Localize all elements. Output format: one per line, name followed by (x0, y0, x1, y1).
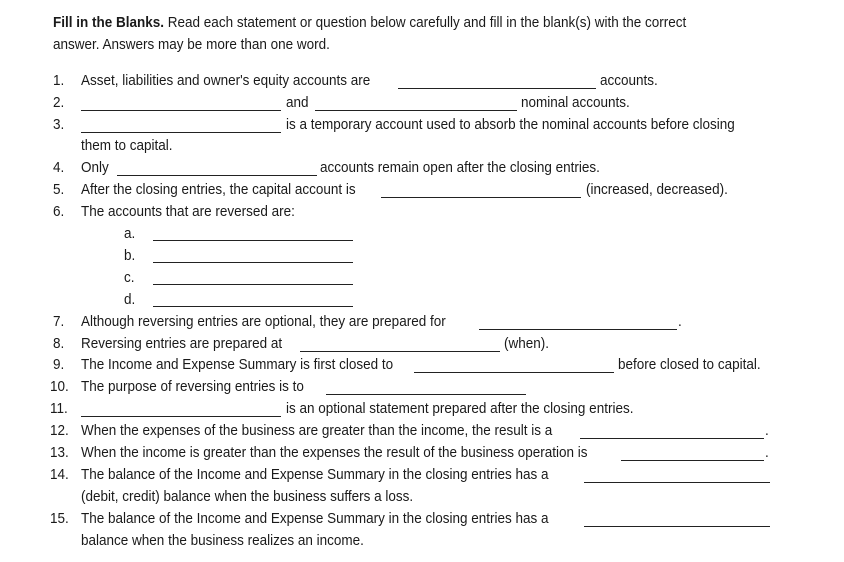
question-11-text: is an optional statement prepared after the closing entries. (286, 400, 634, 417)
sub-item-label: a. (124, 225, 136, 242)
item-number: 10. (50, 378, 69, 395)
answer-blank-4[interactable] (117, 175, 317, 176)
answer-blank-6a[interactable] (153, 240, 353, 241)
answer-blank-15[interactable] (584, 526, 770, 527)
item-number: 3. (53, 116, 65, 133)
question-2-suffix: nominal accounts. (521, 94, 630, 111)
question-9-suffix: before closed to capital. (618, 356, 761, 373)
question-13-text: When the income is greater than the expenses the result of the business operation is (81, 444, 588, 461)
sub-item-label: d. (124, 291, 136, 308)
item-number: 8. (53, 335, 65, 352)
question-14-text: The balance of the Income and Expense Summary in the closing entries has a (81, 466, 549, 483)
question-9-text: The Income and Expense Summary is first closed to (81, 356, 394, 373)
item-number: 5. (53, 181, 65, 198)
sub-item-label: c. (124, 269, 135, 286)
question-4-text: Only (81, 159, 109, 176)
answer-blank-5[interactable] (381, 197, 581, 198)
answer-blank-3[interactable] (81, 132, 281, 133)
item-number: 2. (53, 94, 65, 111)
item-number: 7. (53, 313, 65, 330)
question-10-text: The purpose of reversing entries is to (81, 378, 304, 395)
sub-item-label: b. (124, 247, 136, 264)
answer-blank-11[interactable] (81, 416, 281, 417)
question-3-text: is a temporary account used to absorb the nominal accounts before closing (286, 116, 735, 133)
question-6-text: The accounts that are reversed are: (81, 203, 295, 220)
instructions-text: Read each statement or question below carefully and fill in the blank(s) with the correct (167, 14, 687, 31)
instructions-line-2: answer. Answers may be more than one word. (53, 36, 330, 53)
question-2-text: and (286, 94, 309, 111)
item-number: 4. (53, 159, 65, 176)
question-5-suffix: (increased, decreased). (586, 181, 728, 198)
item-number: 11. (50, 400, 68, 417)
item-number: 14. (50, 466, 69, 483)
instructions-line-1 (53, 14, 686, 32)
item-number: 6. (53, 203, 65, 220)
question-12-text: When the expenses of the business are greater than the income, the result is a (81, 422, 553, 439)
section-title: Fill in the Blanks. (53, 14, 165, 31)
answer-blank-6d[interactable] (153, 306, 353, 307)
answer-blank-6b[interactable] (153, 262, 353, 263)
question-7-suffix: . (678, 313, 682, 330)
answer-blank-12[interactable] (580, 438, 764, 439)
question-7-text: Although reversing entries are optional, they are prepared for (81, 313, 446, 330)
question-4-suffix: accounts remain open after the closing entries. (320, 159, 600, 176)
item-number: 13. (50, 444, 69, 461)
answer-blank-9[interactable] (414, 372, 614, 373)
question-15-text: The balance of the Income and Expense Summary in the closing entries has a (81, 510, 549, 527)
question-1-suffix: accounts. (600, 72, 658, 89)
answer-blank-10[interactable] (326, 394, 526, 395)
answer-blank-14[interactable] (584, 482, 770, 483)
question-14-continued: (debit, credit) balance when the business suffers a loss. (81, 488, 414, 505)
answer-blank-2b[interactable] (315, 110, 517, 111)
question-13-suffix: . (765, 444, 769, 461)
item-number: 1. (53, 72, 65, 89)
question-8-suffix: (when). (504, 335, 550, 352)
question-15-continued: balance when the business realizes an income. (81, 532, 364, 549)
answer-blank-1[interactable] (398, 88, 596, 89)
answer-blank-6c[interactable] (153, 284, 353, 285)
question-3-continued: them to capital. (81, 137, 173, 154)
question-5-text: After the closing entries, the capital account is (81, 181, 356, 198)
question-1-text: Asset, liabilities and owner's equity accounts are (81, 72, 371, 89)
item-number: 9. (53, 356, 65, 373)
question-12-suffix: . (765, 422, 769, 439)
answer-blank-8[interactable] (300, 351, 500, 352)
answer-blank-2a[interactable] (81, 110, 281, 111)
item-number: 12. (50, 422, 69, 439)
item-number: 15. (50, 510, 69, 527)
question-8-text: Reversing entries are prepared at (81, 335, 283, 352)
answer-blank-13[interactable] (621, 460, 764, 461)
answer-blank-7[interactable] (479, 329, 677, 330)
